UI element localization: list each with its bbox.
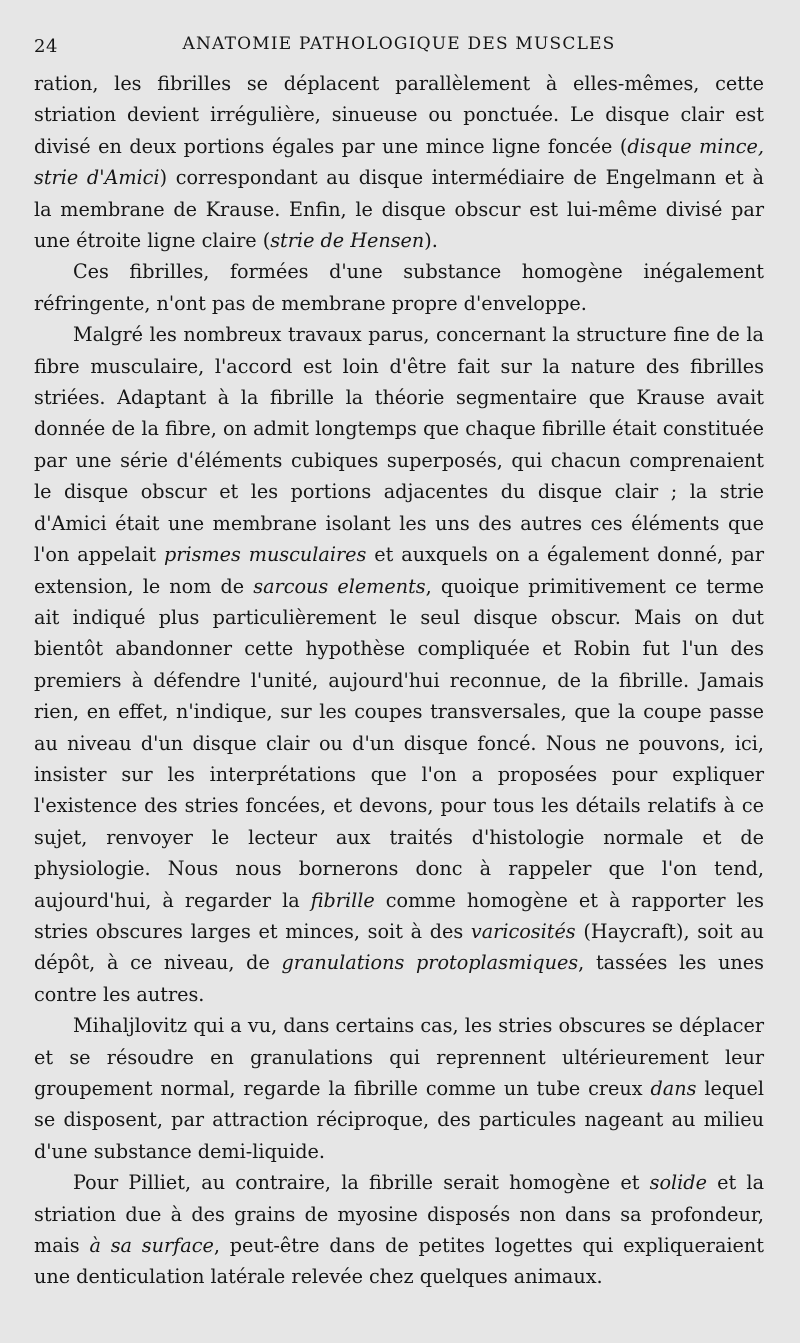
text-segment: Mihaljlovitz qui a vu, dans certains cas, les stries obscures se déplacer et se résoudre en granulations qui reprennent ultérieurement leur groupement normal, regarde la fibrille comme un tube creux: [34, 1014, 764, 1100]
text-segment: , tassées les unes contre les autres.: [34, 951, 764, 1006]
body-text: [34, 68, 764, 1293]
text-segment: ration, les fibrilles se déplacent parallèlement à elles-mêmes, cette striation devient irrégulière, sinueuse ou ponctuée. Le disque clair est divisé en deux portions égales par une mince ligne foncée (: [34, 72, 764, 158]
text-segment: , peut-être dans de petites logettes qui expliqueraient une denticulation latérale relevée chez quelques animaux.: [34, 1234, 764, 1289]
paragraph: [34, 319, 764, 1010]
text-segment: Ces fibrilles, formées d'une substance homogène inégalement réfringente, n'ont pas de membrane propre d'enveloppe.: [34, 260, 764, 315]
paragraph: [34, 1010, 764, 1167]
text-segment: Pour Pilliet, au contraire, la fibrille serait homogène et: [73, 1171, 650, 1195]
text-segment: lequel se disposent, par attraction réciproque, des particules nageant au milieu d'une substance demi-liquide.: [34, 1077, 764, 1163]
text-segment: Malgré les nombreux travaux parus, concernant la structure fine de la fibre musculaire, l'accord est loin d'être fait sur la nature des fibrilles striées. Adaptant à la fibrille la théorie segmentaire que Krause avait donnée de la fibre, on admit longtemps que chaque fibrille était constituée par une série d'éléments cubiques superposés, qui chacun comprenaient le disque obscur et les portions adjacentes du disque clair ; la strie d'Amici était une membrane isolant les uns des autres ces éléments que l'on appelait: [34, 323, 764, 567]
running-title: ANATOMIE PATHOLOGIQUE DES MUSCLES: [182, 34, 616, 54]
italic-text-segment: fibrille: [310, 888, 375, 912]
italic-text-segment: varicosités: [470, 919, 576, 943]
text-segment: comme homogène et à rapporter les stries obscures larges et minces, soit à des: [34, 888, 764, 943]
paragraph: [34, 1167, 764, 1293]
italic-text-segment: solide: [649, 1171, 707, 1195]
italic-text-segment: granulations protoplasmiques: [281, 951, 579, 975]
paragraph: [34, 256, 764, 319]
italic-text-segment: dans: [650, 1077, 697, 1100]
text-segment: , quoique primitivement ce terme ait indiqué plus particulièrement le seul disque obscur. Mais on dut bientôt abandonner cette hypothèse compliquée et Robin fut l'un des premiers à défendre l'unité, aujourd'hui reconnue, de la fibrille. Jamais rien, en effet, n'indique, sur les coupes transversales, que la coupe passe au niveau d'un disque clair ou d'un disque foncé. Nous ne pouvons, ici, insister sur les interprétations que l'on a proposées pour expliquer l'existence des stries foncées, et devons, pour tous les détails relatifs à ce sujet, renvoyer le lecteur aux traités d'histologie normale et de physiologie. Nous nous bornerons donc à rappeler que l'on tend, aujourd'hui, à regarder la: [34, 574, 764, 912]
italic-text-segment: disque mince, strie d'Amici: [34, 134, 764, 190]
text-segment: (Haycraft), soit au dépôt, à ce niveau, de: [34, 919, 765, 975]
paragraph: [34, 68, 764, 256]
text-segment: et auxquels on a également donné, par extension, le nom de: [34, 543, 764, 598]
text-segment: et la striation due à des grains de myosine disposés non dans sa profondeur, mais: [34, 1171, 765, 1258]
running-header: [34, 30, 764, 60]
page-number: 24: [34, 36, 58, 57]
italic-text-segment: strie de Hensen: [270, 229, 425, 253]
italic-text-segment: sarcous elements: [253, 574, 426, 598]
text-segment: ).: [424, 229, 438, 253]
italic-text-segment: à sa surface: [89, 1234, 214, 1258]
italic-text-segment: prismes musculaires: [163, 543, 367, 567]
text-segment: ) correspondant au disque intermédiaire de Engelmann et à la membrane de Krause. Enfin, le disque obscur est lui-même divisé par une étroite ligne claire (: [34, 166, 764, 253]
